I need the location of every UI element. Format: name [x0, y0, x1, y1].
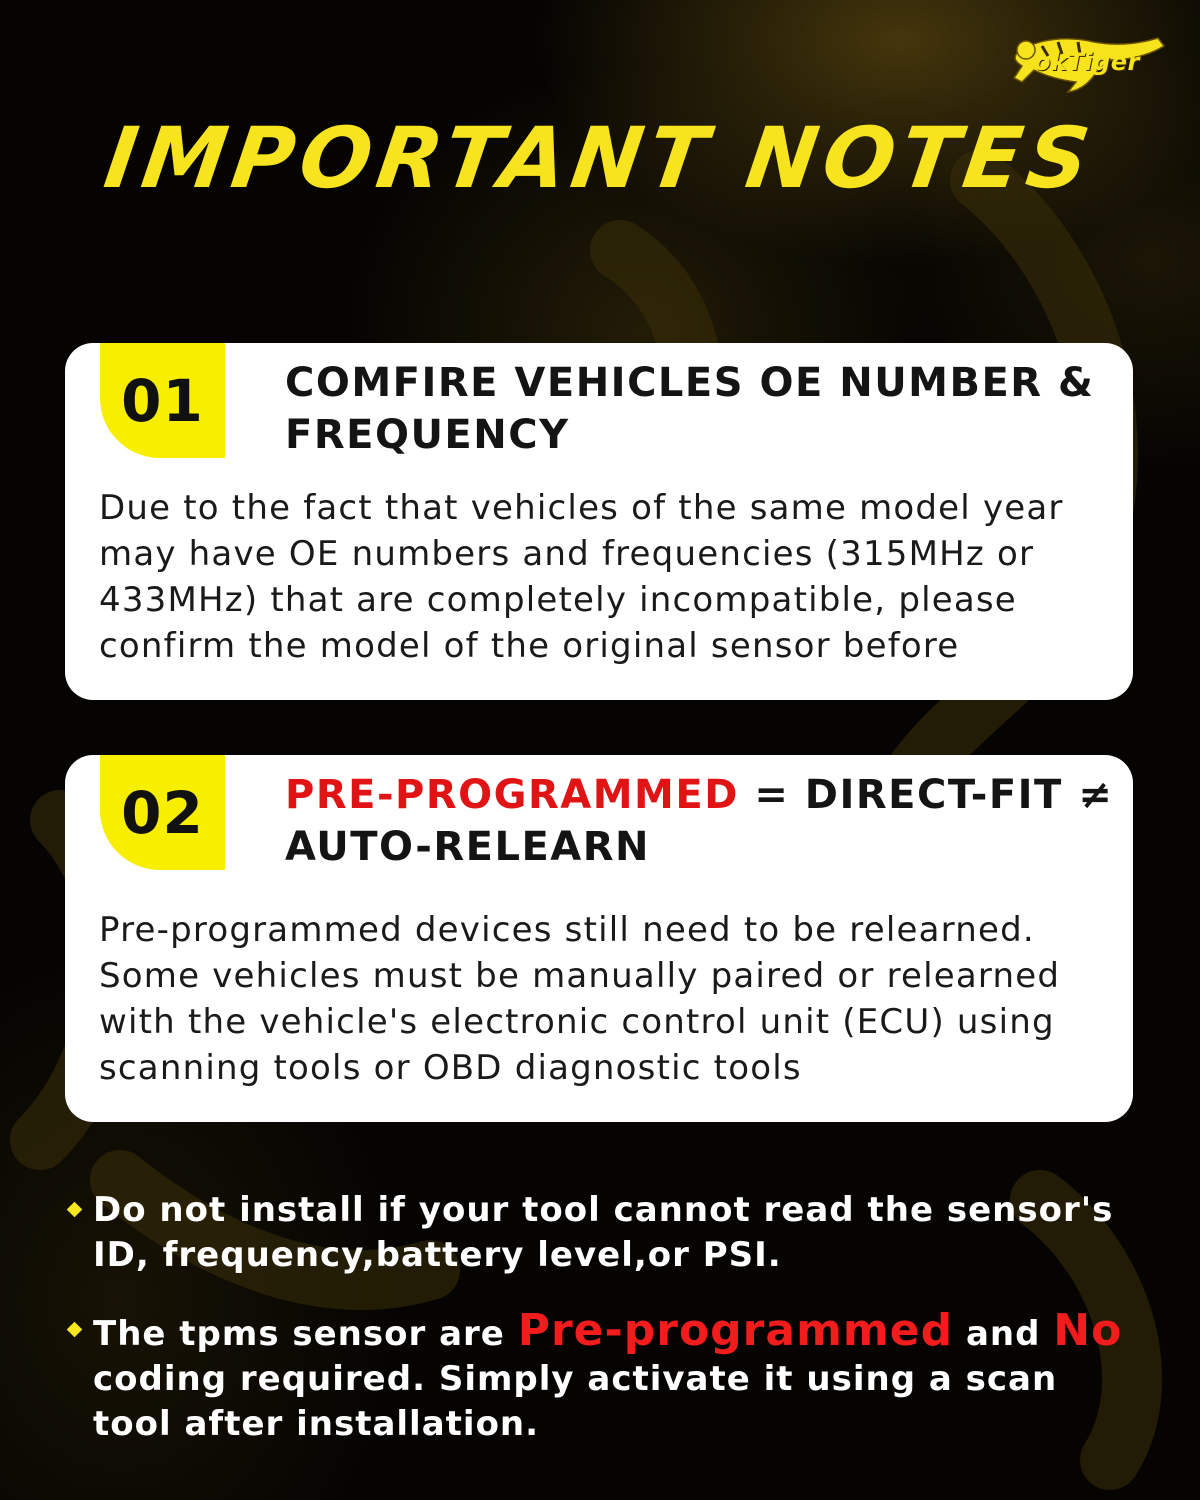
note-card-02: [65, 755, 1133, 1122]
bullet-list: [65, 1188, 1145, 1447]
logo-text: okTiger: [1034, 48, 1140, 76]
bullet-highlight-preprogrammed: Pre-programmed: [517, 1305, 954, 1356]
note-heading: [285, 769, 1115, 873]
page-title: IMPORTANT NOTES: [98, 109, 1102, 207]
bullet-text-part: coding required. Simply activate it using a scan tool after installation.: [93, 1359, 1058, 1444]
diamond-bullet-icon: [67, 1202, 83, 1218]
note-body: Pre-programmed devices still need to be relearned. Some vehicles must be manually paired or relearned with the vehicle's electronic control unit (ECU) using scanning tools or OBD diagnostic tools: [99, 910, 1061, 1088]
bullet-text-part: and: [953, 1314, 1054, 1354]
bullet-text-part: The tpms sensor are: [93, 1314, 518, 1354]
diamond-bullet-icon: [67, 1322, 83, 1338]
note-body: Due to the fact that vehicles of the same model year may have OE numbers and frequencies (315MHz or 433MHz) that are completely incompatible, please confirm the model of the original sensor before: [99, 488, 1064, 666]
note-card-01: [65, 343, 1133, 700]
note-heading: COMFIRE VEHICLES OE NUMBER & FREQUENCY: [285, 360, 1095, 458]
bullet-item: [65, 1188, 1145, 1278]
note-number-badge: [100, 343, 225, 458]
bullet-item: [65, 1305, 1145, 1447]
note-number-badge: [100, 755, 225, 870]
note-heading-rest: = DIRECT-FIT ≠ AUTO-RELEARN: [285, 772, 1114, 870]
note-heading-highlight: PRE-PROGRAMMED: [285, 772, 739, 818]
bullet-text: Do not install if your tool cannot read the sensor's ID, frequency,battery level,or PSI.: [93, 1190, 1114, 1275]
note-number: 02: [121, 778, 204, 847]
note-number: 01: [121, 366, 204, 435]
brand-logo: [998, 30, 1170, 100]
bullet-highlight-no: No: [1053, 1305, 1123, 1356]
